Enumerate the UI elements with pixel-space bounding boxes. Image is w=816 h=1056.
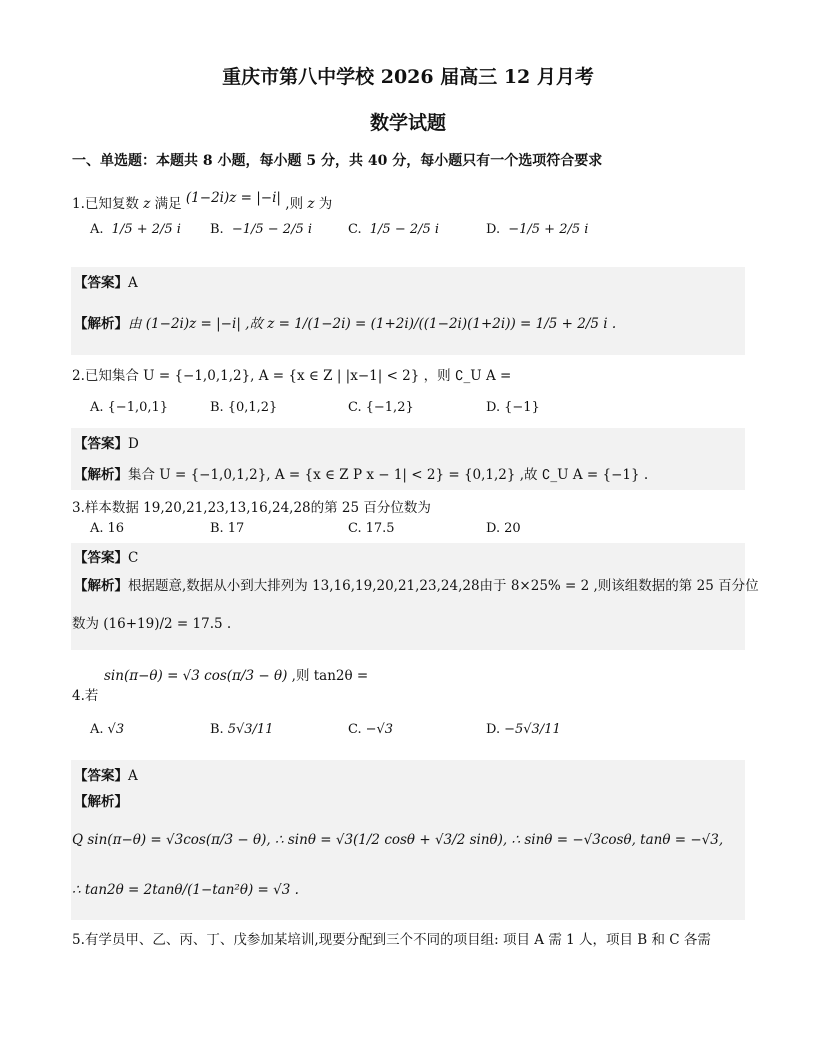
q1-option-d-text: −1/5 + 2/5 i (508, 222, 589, 237)
q1-answer-block (71, 267, 745, 355)
q3-option-b: B. 17 (210, 521, 245, 536)
question-2-options (90, 400, 740, 420)
q3-option-a: A. 16 (90, 521, 125, 536)
q4-condition-text: sin(π−θ) = √3 cos(π/3 − θ) (104, 668, 288, 684)
q4-analysis-text-1: Q sin(π−θ) = √3cos(π/3 − θ), ∴ sinθ = √3(1/2 cosθ + √3/2 sinθ), ∴ sinθ = −√3cosθ, tanθ = −√3, (72, 832, 724, 848)
q4-analysis-text-2: ∴ tan2θ = 2tanθ/(1−tan²θ) = √3 . (72, 882, 299, 898)
q1-answer (74, 271, 138, 291)
q4-option-c-text: −√3 (365, 722, 394, 737)
q1-answer-label: 【答案】 (74, 275, 128, 291)
question-5-stem: 5.有学员甲、乙、丙、丁、戊参加某培训,现要分配到三个不同的项目组: 项目 A 需 1 人，项目 B 和 C 各需 (72, 932, 711, 948)
q1-option-a-text: 1/5 + 2/5 i (111, 222, 181, 237)
question-3-stem: 3.样本数据 19,20,21,23,13,16,24,28的第 25 百分位数为 (72, 500, 431, 516)
q3-answer-block (71, 543, 745, 650)
question-3-options (90, 521, 740, 541)
q4-option-c: C. −√3 (348, 722, 394, 737)
q4-stem-suffix: ,则 tan2θ = (291, 668, 369, 684)
q3-answer-value: C (128, 550, 139, 566)
q2-option-b: B. {0,1,2} (210, 400, 278, 415)
q3-option-c-text: 17.5 (365, 521, 395, 536)
question-1-stem (72, 192, 332, 212)
q3-answer-label: 【答案】 (74, 550, 128, 566)
q1-var-z: z (143, 196, 151, 212)
q1-stem-end: 为 (318, 196, 333, 212)
q4-analysis-line-2 (72, 882, 299, 898)
q2-option-c-text: {−1,2} (365, 400, 414, 415)
q1-option-a: A. 1/5 + 2/5 i (90, 222, 181, 237)
q2-answer-label: 【答案】 (74, 436, 128, 452)
q4-option-d-text: −5√3/11 (504, 722, 561, 737)
q1-option-c: C. 1/5 − 2/5 i (348, 222, 440, 237)
q3-option-d: D. 20 (486, 521, 521, 536)
q2-option-d: D. {−1} (486, 400, 540, 415)
q1-var-z-2: z (307, 196, 315, 212)
q4-option-a: A. √3 (90, 722, 125, 737)
q4-option-a-text: √3 (107, 722, 125, 737)
q3-option-c: C. 17.5 (348, 521, 395, 536)
q3-analysis-text-1: 根据题意,数据从小到大排列为 13,16,19,20,21,23,24,28由于 8×25% = 2 ,则该组数据的第 25 百分位 (128, 578, 759, 594)
q2-option-a: A. {−1,0,1} (90, 400, 169, 415)
q4-option-b: B. 5√3/11 (210, 722, 274, 737)
q1-stem-prefix: 1.已知复数 (72, 196, 139, 212)
q1-stem-mid: 满足 (154, 196, 182, 212)
q1-option-b: B. −1/5 − 2/5 i (210, 222, 313, 237)
q1-option-b-text: −1/5 − 2/5 i (231, 222, 313, 237)
q3-option-a-text: 16 (107, 521, 125, 536)
q2-answer-value: D (128, 436, 139, 452)
q2-option-d-text: {−1} (504, 400, 540, 415)
q4-option-b-text: 5√3/11 (227, 722, 274, 737)
q2-option-c: C. {−1,2} (348, 400, 414, 415)
q2-analysis-text: 集合 U = {−1,0,1,2}, A = {x ∈ Z P x − 1| < 2} = {0,1,2} ,故 ∁_U A = {−1} . (128, 467, 649, 483)
q1-option-c-text: 1/5 − 2/5 i (369, 222, 440, 237)
question-1-options (90, 222, 740, 262)
q1-condition: (1−2i)z = |−i| (185, 190, 281, 206)
exam-subtitle: 数学试题 (369, 112, 446, 134)
q4-answer-label: 【答案】 (74, 768, 128, 784)
q3-analysis-line-1 (74, 574, 759, 594)
q3-answer (74, 546, 138, 566)
q3-option-d-text: 20 (504, 521, 521, 536)
q1-option-d: D. −1/5 + 2/5 i (486, 222, 589, 237)
section-heading: 一、单选题：本题共 8 小题，每小题 5 分，共 40 分，每小题只有一个选项符合要求 (72, 153, 603, 169)
q3-analysis-line-2: 数为 (16+19)/2 = 17.5 . (72, 616, 232, 632)
q1-stem-suffix: ,则 (285, 196, 304, 212)
q2-option-b-text: {0,1,2} (227, 400, 278, 415)
q4-option-d: D. −5√3/11 (486, 722, 561, 737)
q2-analysis-label: 【解析】 (74, 467, 128, 483)
q1-analysis-text: 由 (1−2i)z = |−i| ,故 z = 1/(1−2i) = (1+2i)/((1−2i)(1+2i)) = 1/5 + 2/5 i . (128, 316, 617, 332)
q4-answer-value: A (128, 768, 138, 784)
q1-answer-value: A (128, 275, 138, 291)
exam-title: 重庆市第八中学校 2026 届高三 12 月月考 (222, 66, 594, 88)
q3-option-b-text: 17 (227, 521, 245, 536)
q4-stem-prefix: 4.若 (72, 688, 99, 704)
q2-analysis (74, 463, 648, 483)
q2-answer (74, 432, 139, 452)
q3-analysis-label: 【解析】 (74, 578, 128, 594)
q4-condition (104, 664, 368, 684)
q4-answer (74, 764, 138, 784)
q1-analysis (74, 312, 616, 332)
q4-analysis-label-line (74, 790, 128, 810)
q4-analysis-label: 【解析】 (74, 794, 128, 810)
q1-analysis-label: 【解析】 (74, 316, 128, 332)
q2-option-a-text: {−1,0,1} (107, 400, 169, 415)
question-4-options (90, 722, 740, 746)
q4-analysis-line-1 (72, 832, 723, 848)
question-2-stem: 2.已知集合 U = {−1,0,1,2}, A = {x ∈ Z | |x−1| < 2} ，则 ∁_U A = (72, 368, 512, 384)
